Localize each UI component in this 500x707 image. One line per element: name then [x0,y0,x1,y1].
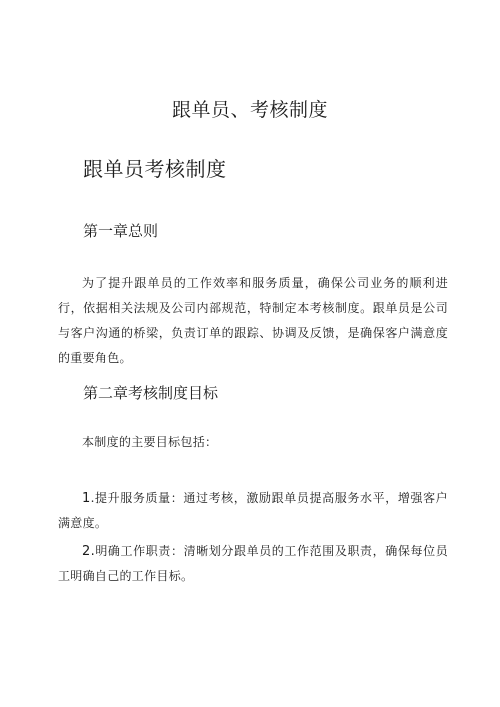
list-item [58,486,448,536]
list-item-number: 2. [82,544,96,559]
list-item-text: .提升服务质量：通过考核，激励跟单员提高服务水平，增强客户满意度。 [58,491,448,530]
list-item-text: 明确工作职责：清晰划分跟单员的工作范围及职责，确保每位员工明确自己的工作目标。 [58,544,448,583]
chapter-1-heading: 第一章总则 [83,222,159,240]
document-title: 跟单员、考核制度 [171,99,328,121]
chapter-1-paragraph: 为了提升跟单员的工作效率和服务质量，确保公司业务的顺利进行，依据相关法规及公司内部规范，特制定本考核制度。跟单员是公司与客户沟通的桥梁，负责订单的跟踪、协调及反馈，是确保客户满意度的重要角色。 [58,276,448,365]
chapter-2-heading: 第二章考核制度目标 [83,384,219,402]
chapter-2-intro: 本制度的主要目标包括： [82,435,218,449]
list-item-number: 1 [82,491,91,506]
list-item [58,539,448,589]
main-heading: 跟单员考核制度 [83,157,227,181]
